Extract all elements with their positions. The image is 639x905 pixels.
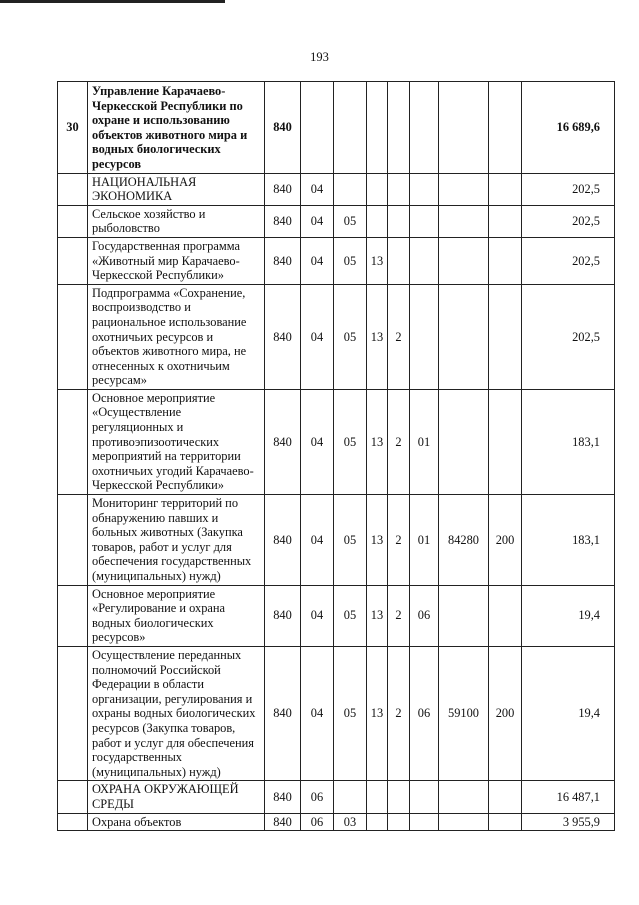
cell-number: [58, 813, 88, 831]
cell-amount: 19,4: [522, 646, 615, 780]
table-row: [58, 173, 615, 205]
cell-program-code: [367, 82, 388, 174]
cell-direction-code: [439, 205, 489, 237]
cell-amount: 202,5: [522, 237, 615, 284]
cell-number: [58, 389, 88, 494]
cell-amount: 202,5: [522, 284, 615, 389]
cell-expense-type-code: [489, 389, 522, 494]
cell-ministry-code: 840: [265, 237, 301, 284]
table-row: [58, 82, 615, 174]
cell-ministry-code: 840: [265, 205, 301, 237]
cell-number: [58, 495, 88, 586]
cell-name: ОХРАНА ОКРУЖАЮЩЕЙ СРЕДЫ: [88, 781, 265, 813]
cell-ministry-code: 840: [265, 284, 301, 389]
cell-name: Сельское хозяйство и рыболовство: [88, 205, 265, 237]
cell-event-code: [410, 237, 439, 284]
top-rule: [0, 0, 225, 3]
cell-amount: 202,5: [522, 173, 615, 205]
cell-expense-type-code: 200: [489, 646, 522, 780]
cell-section-code: 04: [301, 173, 334, 205]
cell-subsection-code: 05: [334, 495, 367, 586]
cell-program-code: 13: [367, 495, 388, 586]
cell-name: Осуществление переданных полномочий Российской Федерации в области организации, регулирования и охраны водных биологических ресурсов (Закупка товаров, работ и услуг для обеспечения государственных (муниципальных) нужд): [88, 646, 265, 780]
cell-amount: 183,1: [522, 495, 615, 586]
cell-number: [58, 284, 88, 389]
cell-subsection-code: 05: [334, 585, 367, 646]
cell-number: [58, 205, 88, 237]
cell-program-code: 13: [367, 389, 388, 494]
cell-direction-code: 84280: [439, 495, 489, 586]
cell-section-code: 06: [301, 813, 334, 831]
cell-number: [58, 173, 88, 205]
cell-ministry-code: 840: [265, 389, 301, 494]
cell-expense-type-code: [489, 237, 522, 284]
cell-ministry-code: 840: [265, 813, 301, 831]
budget-table: [57, 81, 615, 831]
cell-program-code: [367, 173, 388, 205]
cell-subprogram-code: 2: [388, 585, 410, 646]
cell-ministry-code: 840: [265, 173, 301, 205]
cell-number: [58, 646, 88, 780]
table-row: [58, 205, 615, 237]
table-row: [58, 284, 615, 389]
cell-expense-type-code: [489, 813, 522, 831]
cell-section-code: 04: [301, 205, 334, 237]
cell-number: [58, 237, 88, 284]
table-row: [58, 813, 615, 831]
cell-ministry-code: 840: [265, 82, 301, 174]
cell-event-code: [410, 173, 439, 205]
cell-expense-type-code: [489, 82, 522, 174]
cell-direction-code: [439, 813, 489, 831]
cell-direction-code: [439, 82, 489, 174]
cell-direction-code: [439, 585, 489, 646]
cell-section-code: 06: [301, 781, 334, 813]
cell-event-code: 06: [410, 646, 439, 780]
page-number: 193: [310, 50, 329, 64]
cell-name: Охрана объектов: [88, 813, 265, 831]
cell-section-code: 04: [301, 495, 334, 586]
table-row: [58, 781, 615, 813]
cell-section-code: 04: [301, 389, 334, 494]
cell-name: Управление Карачаево-Черкесской Республики по охране и использованию объектов животного мира и водных биологических ресурсов: [88, 82, 265, 174]
cell-direction-code: [439, 237, 489, 284]
table-row: [58, 389, 615, 494]
cell-program-code: 13: [367, 646, 388, 780]
table-row: [58, 646, 615, 780]
cell-expense-type-code: [489, 205, 522, 237]
cell-direction-code: [439, 389, 489, 494]
cell-subprogram-code: [388, 205, 410, 237]
cell-ministry-code: 840: [265, 781, 301, 813]
cell-name: НАЦИОНАЛЬНАЯ ЭКОНОМИКА: [88, 173, 265, 205]
cell-subsection-code: [334, 82, 367, 174]
cell-name: Государственная программа «Животный мир Карачаево-Черкесской Республики»: [88, 237, 265, 284]
cell-number: [58, 585, 88, 646]
cell-event-code: 01: [410, 389, 439, 494]
cell-event-code: [410, 813, 439, 831]
table-row: [58, 237, 615, 284]
cell-amount: 16 689,6: [522, 82, 615, 174]
cell-subsection-code: 05: [334, 646, 367, 780]
cell-event-code: [410, 781, 439, 813]
table-row: [58, 495, 615, 586]
cell-subsection-code: 05: [334, 284, 367, 389]
cell-subsection-code: 05: [334, 205, 367, 237]
cell-subprogram-code: 2: [388, 389, 410, 494]
cell-expense-type-code: [489, 585, 522, 646]
cell-expense-type-code: [489, 173, 522, 205]
cell-program-code: [367, 205, 388, 237]
cell-section-code: 04: [301, 284, 334, 389]
cell-subsection-code: 05: [334, 237, 367, 284]
cell-subprogram-code: [388, 781, 410, 813]
cell-program-code: 13: [367, 284, 388, 389]
cell-subprogram-code: 2: [388, 284, 410, 389]
cell-section-code: [301, 82, 334, 174]
cell-subprogram-code: 2: [388, 646, 410, 780]
cell-name: Основное мероприятие «Регулирование и охрана водных биологических ресурсов»: [88, 585, 265, 646]
cell-ministry-code: 840: [265, 495, 301, 586]
cell-event-code: [410, 82, 439, 174]
cell-subsection-code: 03: [334, 813, 367, 831]
cell-subprogram-code: 2: [388, 495, 410, 586]
cell-program-code: 13: [367, 585, 388, 646]
budget-table-body: [58, 82, 615, 831]
cell-amount: 183,1: [522, 389, 615, 494]
cell-direction-code: [439, 781, 489, 813]
table-row: [58, 585, 615, 646]
cell-event-code: [410, 205, 439, 237]
cell-ministry-code: 840: [265, 585, 301, 646]
cell-direction-code: 59100: [439, 646, 489, 780]
cell-expense-type-code: 200: [489, 495, 522, 586]
cell-number: [58, 781, 88, 813]
cell-event-code: [410, 284, 439, 389]
cell-amount: 19,4: [522, 585, 615, 646]
cell-event-code: 06: [410, 585, 439, 646]
cell-subsection-code: [334, 173, 367, 205]
cell-number: 30: [58, 82, 88, 174]
cell-ministry-code: 840: [265, 646, 301, 780]
cell-direction-code: [439, 173, 489, 205]
cell-subprogram-code: [388, 237, 410, 284]
cell-subprogram-code: [388, 173, 410, 205]
cell-amount: 3 955,9: [522, 813, 615, 831]
cell-section-code: 04: [301, 646, 334, 780]
cell-name: Подпрограмма «Сохранение, воспроизводство и рациональное использование охотничьих ресурсов и объектов животного мира, не отнесенных к охотничьим ресурсам»: [88, 284, 265, 389]
cell-amount: 16 487,1: [522, 781, 615, 813]
cell-direction-code: [439, 284, 489, 389]
cell-expense-type-code: [489, 284, 522, 389]
cell-section-code: 04: [301, 237, 334, 284]
cell-name: Основное мероприятие «Осуществление регуляционных и противоэпизоотических мероприятий на территории охотничьих угодий Карачаево-Черкесской Республики»: [88, 389, 265, 494]
cell-amount: 202,5: [522, 205, 615, 237]
cell-expense-type-code: [489, 781, 522, 813]
cell-subsection-code: 05: [334, 389, 367, 494]
cell-subprogram-code: [388, 813, 410, 831]
cell-event-code: 01: [410, 495, 439, 586]
cell-subprogram-code: [388, 82, 410, 174]
cell-subsection-code: [334, 781, 367, 813]
cell-name: Мониторинг территорий по обнаружению павших и больных животных (Закупка товаров, работ и услуг для обеспечения государственных (муниципальных) нужд): [88, 495, 265, 586]
cell-program-code: [367, 781, 388, 813]
cell-program-code: 13: [367, 237, 388, 284]
cell-section-code: 04: [301, 585, 334, 646]
cell-program-code: [367, 813, 388, 831]
